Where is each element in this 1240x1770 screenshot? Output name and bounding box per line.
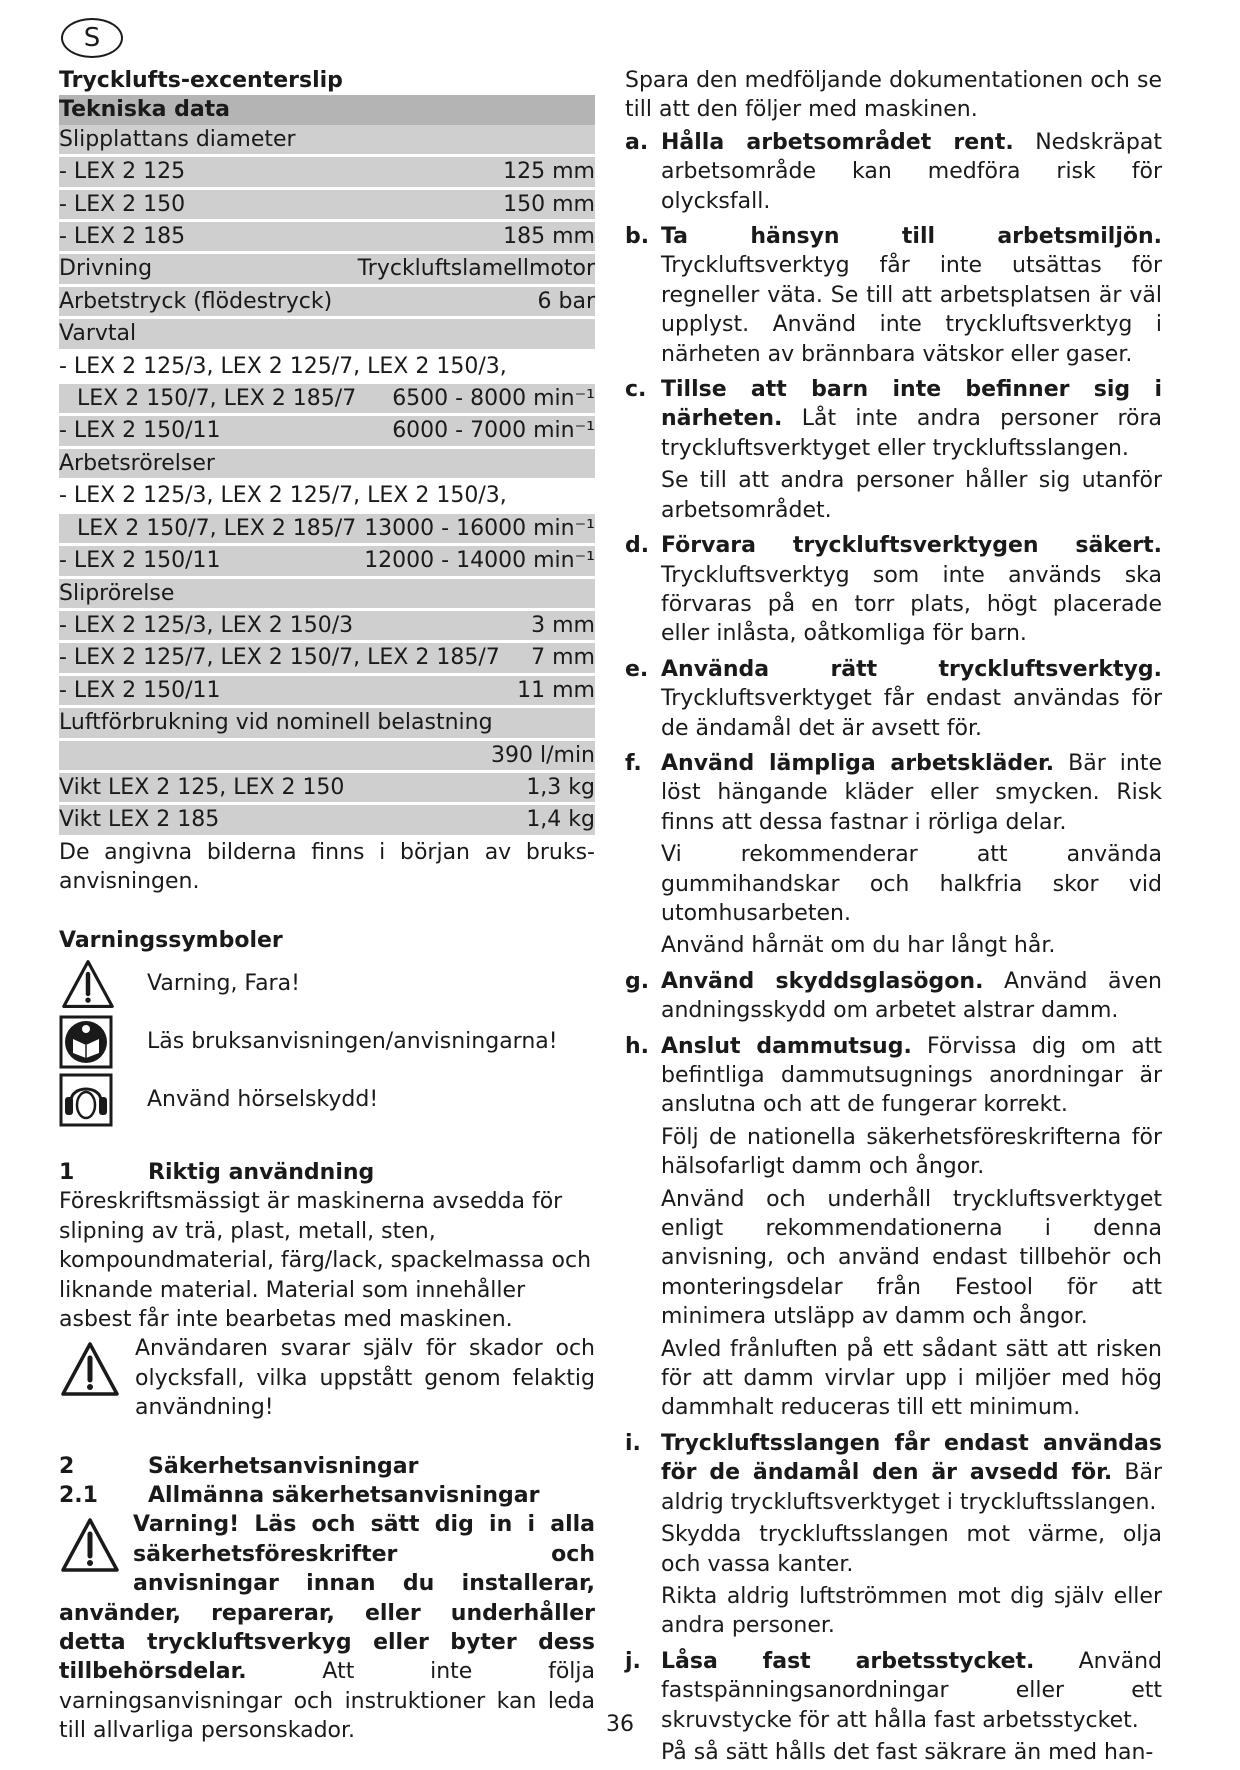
tech-row-label: - LEX 2 125/3, LEX 2 150/3: [59, 612, 354, 638]
right-column: [625, 66, 1162, 1770]
safety-item: [625, 749, 1162, 964]
tech-row-value: 1,3 kg: [526, 774, 595, 800]
section-1-warning: [59, 1334, 595, 1422]
tech-row-value: 12000 - 14000 min⁻¹: [364, 548, 595, 574]
hearing-protection-icon: [59, 1073, 119, 1127]
tech-row-label: - LEX 2 150/11: [59, 677, 221, 703]
tech-row: [59, 416, 595, 445]
tech-row: [59, 449, 595, 478]
safety-item-text: Nedskräpat arbetsområde kan medföra risk för olycksfall.: [661, 129, 1162, 214]
tech-row-value: 1,4 kg: [526, 807, 595, 833]
section-2-warning: [59, 1510, 595, 1745]
safety-item-letter: d.: [625, 533, 650, 559]
tech-data-table: [59, 125, 595, 835]
tech-row: [59, 222, 595, 251]
tech-row-label: Luftförbrukning vid nominell belastning: [59, 710, 493, 736]
safety-item-text: Låt inte andra personer röra tryckluftsverktyget eller tryckluftsslangen.: [661, 406, 1162, 461]
safety-item-extra: Använd hårnät om du har långt hår.: [661, 933, 1056, 959]
section-2-heading: [59, 1452, 595, 1481]
tech-row-value: 6000 - 7000 min⁻¹: [392, 418, 595, 444]
section-2-1-title: Allmänna säkerhetsanvisningar: [148, 1483, 540, 1509]
safety-item-extra: Avled frånluften på ett sådant sätt att risken för att damm virvlar upp i miljöer med hög dammhalt reduceras till ett minimum.: [661, 1336, 1162, 1421]
tech-row: [59, 287, 595, 316]
tech-row: [59, 611, 595, 640]
tech-row-value: 6 bar: [537, 288, 595, 314]
section-2-warning-rest: Att inte följa varningsanvisningar och instruktioner kan leda till allvarliga personskador.: [59, 1659, 595, 1744]
tech-row-value: 185 mm: [503, 224, 595, 250]
safety-item-title: Anslut dammutsug.: [661, 1033, 912, 1059]
tech-row: [59, 125, 595, 154]
safety-item-title: Tryckluftsslangen får endast användas för de ändamål den är avsedd för.: [661, 1430, 1162, 1486]
tech-row: [59, 676, 595, 705]
safety-item-extra: Rikta aldrig luftströmmen mot dig själv eller andra personer.: [661, 1583, 1162, 1639]
page-number: 36: [606, 1712, 634, 1737]
safety-item-extra: Skydda tryckluftsslangen mot värme, olja och vassa kanter.: [661, 1522, 1162, 1577]
safety-item-title: Hålla arbetsområdet rent.: [661, 129, 1014, 155]
section-1-text: Föreskriftsmässigt är maskinerna avsedda för slipning av trä, plast, metall, sten, kompoundmaterial, färg/lack, spackelmassa och liknande material. Material som innehåller asbest får inte bearbetas med maskinen.: [59, 1189, 592, 1332]
safety-item-extra: Följ de nationella säkerhetsföreskrifterna för hälsofarligt damm och ångor.: [661, 1124, 1162, 1180]
symbols-list: [59, 955, 595, 1129]
safety-item: [625, 1429, 1162, 1644]
tech-row: [59, 190, 595, 219]
section-1-warning-text: Användaren svarar själv för skador och olycksfall, vilka uppstått genom felaktig användning!: [135, 1336, 595, 1421]
tech-row-label: - LEX 2 150/11: [59, 418, 221, 444]
safety-item-text: Förvissa dig om att befintliga dammutsugnings anordningar är anslutna och att de fungerar korrekt.: [661, 1033, 1162, 1118]
tech-row-label: LEX 2 150/7, LEX 2 185/7: [77, 515, 357, 541]
section-1-title: Riktig användning: [148, 1159, 375, 1185]
safety-item-title: Använd skyddsglasögon.: [661, 968, 984, 994]
tech-row: [59, 643, 595, 672]
safety-item-letter: e.: [625, 656, 649, 682]
safety-item-letter: i.: [625, 1430, 641, 1456]
safety-item-text: Tryckluftsverktyg får inte utsättas för regneller väta. Se till att arbetsplatsen är väl upplyst. Använd inte tryckluftsverktyg i närheten av brännbara vätskor eller gaser.: [661, 253, 1162, 367]
tech-row-value: 150 mm: [503, 191, 595, 217]
section-2-1-heading: [59, 1481, 595, 1510]
safety-list: [625, 128, 1162, 1770]
tech-row: [59, 319, 595, 348]
safety-item-letter: g.: [625, 968, 650, 994]
tech-row-label: Vikt LEX 2 185: [59, 807, 220, 833]
safety-item: [625, 128, 1162, 219]
safety-item: [625, 1647, 1162, 1770]
tech-row: [59, 579, 595, 608]
document-title: Trycklufts-excenterslip: [59, 68, 343, 93]
symbol-text: Läs bruksanvisningen/anvisningarna!: [147, 1029, 558, 1055]
safety-item-text: Tryckluftsverktyg som inte används ska förvaras på en torr plats, högt placerade eller inlåsta, oåtkomliga för barn.: [661, 562, 1162, 647]
safety-item-text: Bär aldrig tryckluftsverktyget i tryckluftsslangen.: [661, 1460, 1162, 1515]
tech-row-label: Drivning: [59, 256, 153, 282]
safety-item-extra: Använd och underhåll tryckluftsverktyget enligt rekommendationerna i denna anvisning, och använd endast tillbehör och monteringsdelar från Festool för att minimera utsläpp av damm och ångor.: [661, 1186, 1162, 1330]
safety-item-letter: j.: [625, 1648, 641, 1674]
left-column: [59, 66, 595, 1746]
safety-item: [625, 531, 1162, 652]
safety-item: [625, 222, 1162, 372]
tech-row-label: Arbetstryck (flödestryck): [59, 288, 333, 314]
tech-row: [59, 352, 595, 381]
safety-item-letter: h.: [625, 1033, 650, 1059]
tech-row-value: 6500 - 8000 min⁻¹: [392, 386, 595, 412]
safety-item: [625, 967, 1162, 1029]
tech-row-value: 390 l/min: [491, 742, 595, 768]
read-manual-icon: [59, 1015, 119, 1069]
section-2-title: Säkerhetsanvisningar: [148, 1453, 419, 1479]
warning-triangle-icon: [59, 957, 119, 1011]
tech-row: [59, 805, 595, 834]
tech-row-value: 125 mm: [503, 159, 595, 185]
safety-item-text: Bär inte löst hängande kläder eller smycken. Risk finns att dessa fastnar i rörliga delar.: [661, 750, 1162, 835]
tech-row-label: - LEX 2 125/3, LEX 2 125/7, LEX 2 150/3,: [59, 483, 507, 509]
safety-item-text: Använd fastspänningsanordningar eller ett skruvstycke för att hålla fast arbetsstycket.: [661, 1648, 1162, 1733]
safety-item: [625, 1032, 1162, 1426]
tech-row: [59, 514, 595, 543]
tech-row-label: Vikt LEX 2 125, LEX 2 150: [59, 774, 345, 800]
safety-item-title: Använda rätt tryckluftsverktyg.: [661, 656, 1162, 682]
safety-item-extra: På så sätt hålls det fast säkrare än med han-: [661, 1739, 1154, 1765]
tech-row: [59, 481, 595, 510]
tech-note: De angivna bilderna finns i början av bruks-anvisningen.: [59, 839, 595, 895]
section-1-number: 1: [59, 1159, 75, 1185]
tech-data-header: Tekniska data: [59, 95, 595, 124]
tech-row: [59, 773, 595, 802]
safety-item-letter: c.: [625, 377, 647, 403]
tech-row-label: - LEX 2 150: [59, 191, 186, 217]
section-2-warning-bold: Varning! Läs och sätt dig in i alla säkerhetsföreskrifter och anvisningar innan du installerar, använder, reparerar, eller underhåller detta tryckluftsverkyg eller byter dess tillbehörsdelar.: [59, 1512, 595, 1685]
safety-item-title: Förvara tryckluftsverktygen säkert.: [661, 533, 1162, 559]
safety-item: [625, 375, 1162, 528]
tech-row-value: 11 mm: [517, 677, 595, 703]
tech-row-label: - LEX 2 125: [59, 159, 186, 185]
tech-row: [59, 546, 595, 575]
symbol-row: [59, 1013, 595, 1071]
safety-item: [625, 655, 1162, 746]
symbol-row: [59, 955, 595, 1013]
tech-row-label: - LEX 2 125/7, LEX 2 150/7, LEX 2 185/7: [59, 645, 500, 671]
tech-row-value: 7 mm: [531, 645, 595, 671]
tech-row-label: LEX 2 150/7, LEX 2 185/7: [77, 386, 357, 412]
tech-row: [59, 157, 595, 186]
tech-row: [59, 384, 595, 413]
symbol-text: Använd hörselskydd!: [147, 1087, 379, 1113]
tech-row-label: Slipplattans diameter: [59, 126, 296, 152]
safety-item-extra: Se till att andra personer håller sig utanför arbetsområdet.: [661, 468, 1162, 523]
tech-row-label: Arbetsrörelser: [59, 450, 215, 476]
safety-item-title: Använd lämpliga arbetskläder.: [661, 750, 1055, 776]
section-2-number: 2: [59, 1453, 75, 1479]
warning-triangle-icon: [59, 1340, 121, 1398]
safety-item-letter: a.: [625, 129, 649, 155]
tech-row-label: - LEX 2 150/11: [59, 548, 221, 574]
tech-row-value: 13000 - 16000 min⁻¹: [364, 515, 595, 541]
section-1-heading: [59, 1158, 595, 1187]
tech-row-label: Varvtal: [59, 321, 137, 347]
section-2-1-number: 2.1: [59, 1483, 98, 1509]
symbol-text: Varning, Fara!: [147, 971, 300, 997]
tech-row-value: Tryckluftslamellmotor: [357, 256, 595, 282]
safety-item-title: Tillse att barn inte befinner sig i närheten.: [661, 377, 1162, 432]
intro-text: Spara den medföljande dokumentationen och se till att den följer med maskinen.: [625, 68, 1162, 123]
safety-item-title: Låsa fast arbetsstycket.: [661, 1648, 1035, 1674]
symbols-heading: Varningssymboler: [59, 927, 283, 953]
safety-item-letter: b.: [625, 224, 650, 250]
tech-row: [59, 708, 595, 737]
safety-item-letter: f.: [625, 750, 642, 776]
safety-item-text: Använd även andningsskydd om arbetet alstrar damm.: [661, 968, 1163, 1024]
tech-row: [59, 254, 595, 283]
tech-row-value: 3 mm: [531, 612, 595, 638]
safety-item-text: Tryckluftsverktyget får endast användas för de ändamål det är avsett för.: [661, 686, 1162, 741]
symbol-row: [59, 1071, 595, 1129]
tech-row-label: Sliprörelse: [59, 580, 175, 606]
language-code: S: [83, 23, 101, 53]
tech-row: [59, 741, 595, 770]
safety-item-extra: Vi rekommenderar att använda gummihandskar och halkfria skor vid utomhusarbeten.: [661, 842, 1162, 926]
safety-item-title: Ta hänsyn till arbetsmiljön.: [661, 224, 1162, 250]
section-2-warning-text: [59, 1510, 595, 1745]
tech-row-label: - LEX 2 185: [59, 224, 186, 250]
language-badge: [61, 18, 123, 58]
warning-triangle-icon: [59, 1516, 121, 1574]
tech-row-label: - LEX 2 125/3, LEX 2 125/7, LEX 2 150/3,: [59, 353, 507, 379]
